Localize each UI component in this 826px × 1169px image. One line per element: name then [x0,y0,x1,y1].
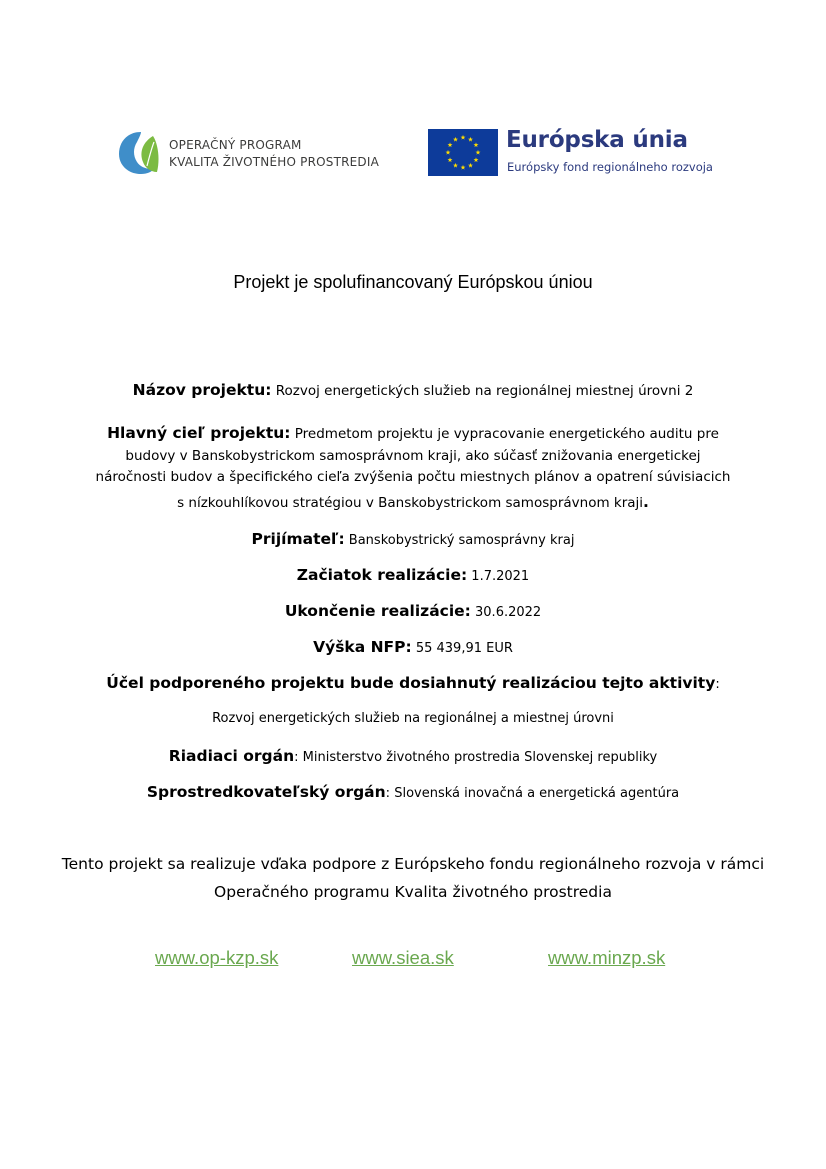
managing-authority [0,747,826,765]
eu-logo [428,127,738,179]
purpose-label: Účel podporeného projektu bude dosiahnutý realizáciou tejto aktivity [106,674,716,692]
project-goal-line4: s nízkouhlíkovou stratégiou v Banskobystrickom samosprávnom kraji [177,495,644,511]
recipient-label: Prijímateľ: [251,530,345,548]
start-date [0,566,826,584]
nfp-value: 55 439,91 EUR [415,641,513,656]
eu-subtitle: Európsky fond regionálneho rozvoja [507,160,713,174]
intermediary-body-value: Slovenská inovačná a energetická agentúra [394,786,680,801]
managing-authority-colon: : [294,750,299,765]
end-date-label: Ukončenie realizácie: [284,602,471,620]
project-goal-line2: budovy v Banskobystrickom samosprávnom kraji, ako súčasť znižovania energetickej [125,447,701,464]
purpose [0,674,826,692]
op-kzp-logo [117,128,407,178]
closing-line2: Operačného programu Kvalita životného prostredia [214,883,612,901]
links-row [0,947,826,977]
start-date-label: Začiatok realizácie: [296,566,468,584]
end-date [0,602,826,620]
project-goal-line3: náročnosti budov a špecifického cieľa zvýšenia počtu miestnych plánov a opatrení súvisiacich [95,469,731,485]
project-name-value: Rozvoj energetických služieb na regionálnej miestnej úrovni 2 [275,383,694,399]
link-op-kzp[interactable]: www.op-kzp.sk [155,947,279,968]
logo-bar [0,125,826,185]
end-date-value: 30.6.2022 [475,605,542,620]
project-goal-end: . [643,493,649,511]
project-name [60,380,766,403]
project-goal-continued [60,492,766,515]
intermediary-body [0,783,826,801]
intro-text: Projekt je spolufinancovaný Európskou úniou [233,272,593,292]
start-date-value: 1.7.2021 [471,569,530,584]
managing-authority-label: Riadiaci orgán [168,747,295,765]
link-minzp[interactable]: www.minzp.sk [548,947,666,968]
nfp-amount [0,638,826,656]
recipient-value: Banskobystrický samosprávny kraj [348,533,575,548]
project-goal-label: Hlavný cieľ projektu: [107,424,291,442]
project-goal [60,423,766,489]
purpose-colon: : [715,677,720,692]
eu-title: Európska únia [506,127,688,153]
closing-line1: Tento projekt sa realizuje vďaka podpore z Európskeho fondu regionálneho rozvoja v rámci [61,855,765,873]
eu-flag-icon [428,129,498,176]
nfp-label: Výška NFP: [313,638,412,656]
purpose-activity: Rozvoj energetických služieb na regionálnej a miestnej úrovni [212,711,614,726]
managing-authority-value: Ministerstvo životného prostredia Slovenskej republiky [302,750,658,765]
link-siea[interactable]: www.siea.sk [352,947,454,968]
closing-statement [0,850,826,906]
intermediary-body-colon: : [385,786,391,801]
intermediary-body-label: Sprostredkovateľský orgán [146,783,386,801]
project-name-label: Názov projektu: [132,381,272,399]
project-goal-line1: Predmetom projektu je vypracovanie energetického auditu pre [294,426,719,442]
leaf-drop-icon [117,128,161,178]
op-kzp-line1: OPERAČNÝ PROGRAM [169,138,302,152]
op-kzp-line2: KVALITA ŽIVOTNÉHO PROSTREDIA [169,155,380,169]
recipient [0,530,826,548]
